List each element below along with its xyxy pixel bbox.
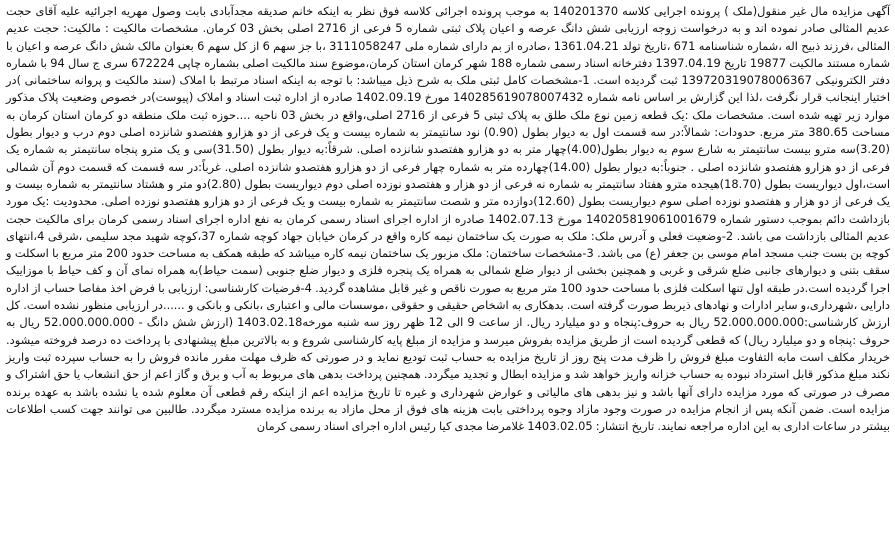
auction-notice-text: آگهی مزایده مال غیر منقول(ملک ) پرونده اجرایی کلاسه 140201370 به موجب پرونده اجرائی کلاسه فوق نظر به اینکه خانم صدیقه مجدآبادی بابت وصول مهریه اجرائیه علیه آقای حجت عدیم المثالی صادر نموده اند و به درخواست زوجه ارزیابی شش دانگ عرصه و اعیان پلاک ثبتی شماره 5 فرعی از 2716 اصلی بخش 03 کرمان. مشخصات مالکیت : مالکیت: حجت عدیم المثالی ،فرزند ذبیح اله ،شماره شناسنامه 671 ،تاریخ تولد 1361.04.21 ،صادره از بم دارای شماره ملی 3111058247 ،با جز سهم 6 از کل سهم 6 بعنوان مالک شش دانگ عرصه و اعیان با شماره مستند مالکیت 19877 تاریخ 1397.04.19 دفترخانه اسناد رسمی شماره 188 شهر کرمان استان کرمان،موضوع سند مالکیت اصلی بشماره چاپی 672224 سری ج سال 94 با شماره دفتر الکترونیکی 139720319078006367 ثبت گردیده است. 1-مشخصات کامل ثبتی ملک به شرح ذیل میباشد: با توجه به اینکه اسناد مرتبط با املاک (سند مالکیت و پروانه ساختمانی )در اختیار اینجانب قرار نگرفت ،لذا این گزارش بر اساس نامه شماره 140285619078007432 مورخ 1402.09.19 صادره از اداره ثبت اسناد و املاک (پیوست)در خصوص وضعیت پلاک مذکور موارد زیر تهیه شده است. مشخصات ملک :یک قطعه زمین نوع ملک طلق به پلاک ثبتی 5 فرعی از 2716 اصلی،واقع در بخش 03 ناحیه ....حوزه ثبت ملک منطقه دو کرمان استان کرمان به مساحت 380.65 متر مربع. حدودات: شمالاً:در سه قسمت اول به دیوار بطول (0.90) نود سانتیمتر به شماره بیست و یک فرعی از دو هزارو هفتصدو شانزده اصلی دوم درب و دیوار بطول (3.20)سه مترو بیست سانتیمتر به شارع سوم به دیوار بطول(4.00)چهار متر به دو هزارو هفتصدو شانزده اصلی. شرقاً:به دیوار بطول (31.50)سی و یک مترو پنجاه سانتیمتر به شماره یک فرعی از دو هزارو هفتصدو شانزده اصلی . جنوباً:به دیوار بطول (14.00)چهارده متر به شماره چهار فرعی از دو هزارو هفتصدو شانزده اصلی. غرباً:در سه قسمت که قسمت دوم آن شمالی است،اول دیواریست بطول (18.70)هیجده مترو هفتاد سانتیمتر به شماره نه فرعی از دو هزار و هفتصدو نوزده اصلی دوم دیواریست بطول (2.80)دو متر و هشتاد سانتیمتر به شماره بیست و یک فرعی از دو هزار و هفتصدو نوزده اصلی سوم دیواریست بطول (12.60)دوازده متر و شصت سانتیمتر به شماره بیست و یک فرعی از دو هزارو هفتصدو نوزده اصلی. محدودیت :یک مورد بازداشت دائم بموجب دستور شماره 140205819061001679 مورخ 1402.07.13 صادره از اداره اجرای اسناد رسمی کرمان به نفع اداره اجرای اسناد رسمی کرمان برای مالکیت حجت عدیم المثالی بازداشت می باشد. 2-وضعیت فعلی و آدرس ملک: ملک به صورت یک ساختمان نیمه کاره واقع در کرمان خیابان جهاد کوچه شماره 37،کوچه شهید مجد سلیمی ،شرقی 4،انتهای کوچه بن بست جنب مسجد امام موسی بن جعفر (ع) می باشد. 3-مشخصات ساختمان: ملک مزبور یک ساختمان نیمه کاره میباشد که طبقه همکف به مساحت حدود 200 متر مربع با اسکلت و سقف بتنی و دیوارهای جانبی ضلع شرقی و غربی و همچنین بخشی از دیوار ضلع شمالی به همراه یک پنجره فلزی و دیوار ضلع جنوبی (سمت حیاط)به همراه نمای آن و کف حیاط با موزاییک اجرا گردیده است.در طبقه اول تنها اسکلت فلزی با مساحت حدود 100 متر مربع به صورت ناقص و غیر قابل مشاهده گردید. 4-فرضیات کارشناسی: ارزیابی با فرض اخذ مفاصا حساب از اداره دارایی ،شهرداری،و سایر ادارات و نهادهای ذیربط صورت گرفته است. بدهکاری به اشخاص حقیقی و حقوقی ،موسسات مالی و اعتباری ،بانکی و بانکی و ......در ارزیابی منظور نشده است. کل ارزش کارشناسی:52.000.000.000 ریال به حروف:پنجاه و دو میلیارد ریال. از ساعت 9 الی 12 ظهر روز سه شنبه مورخه1403.02.18 (ارزش شش دانگ - 52.000.000.000 ریال به حروف :پنجاه و دو میلیارد ریال) که قطعی گردیده است از طریق مزایده بفروش میرسد و مزایده از مبلغ پایه کارشناسی شروع و به بالاترین مبلغ پیشنهادی با پرداخت ده درصد فروخته میشود. خریدار مکلف است مابه التفاوت مبلغ فروش را ظرف مدت پنج روز از تاریخ مزایده به حساب ثبت تودیع نماید و در صورتی که ظرف مهلت مقرر مانده فروش را به حساب سپرده ثبت واریز نکند مبلغ مذکور قابل استرداد نبوده به حساب خزانه واریز خواهد شد و مزایده ابطال و تجدید میگردد. همچنین پرداخت بدهی های مربوط به آب و برق و گاز اعم از حق انشعاب یا حق اشتراک و مصرف در صورتی که مورد مزایده دارای آنها باشد و نیز بدهی های مالیاتی و عوارض شهرداری و غیره تا تاریخ مزایده اعم از اینکه رقم قطعی آن معلوم شده یا نشده باشد به عهده برنده مزایده است. ضمن آنکه پس از انجام مزایده در صورت وجود مازاد وجوه پرداختی بابت هزینه های فوق از محل مازاد به برنده مزایده مسترد میگردد. طالبین می توانند جهت کسب اطلاعات بیشتر در ساعات اداری به این اداره مراجعه نمایند. تاریخ انتشار: 1403.02.05 غلامرضا مجدی کیا رئیس اداره اجرای اسناد رسمی کرمان [6,4,891,434]
